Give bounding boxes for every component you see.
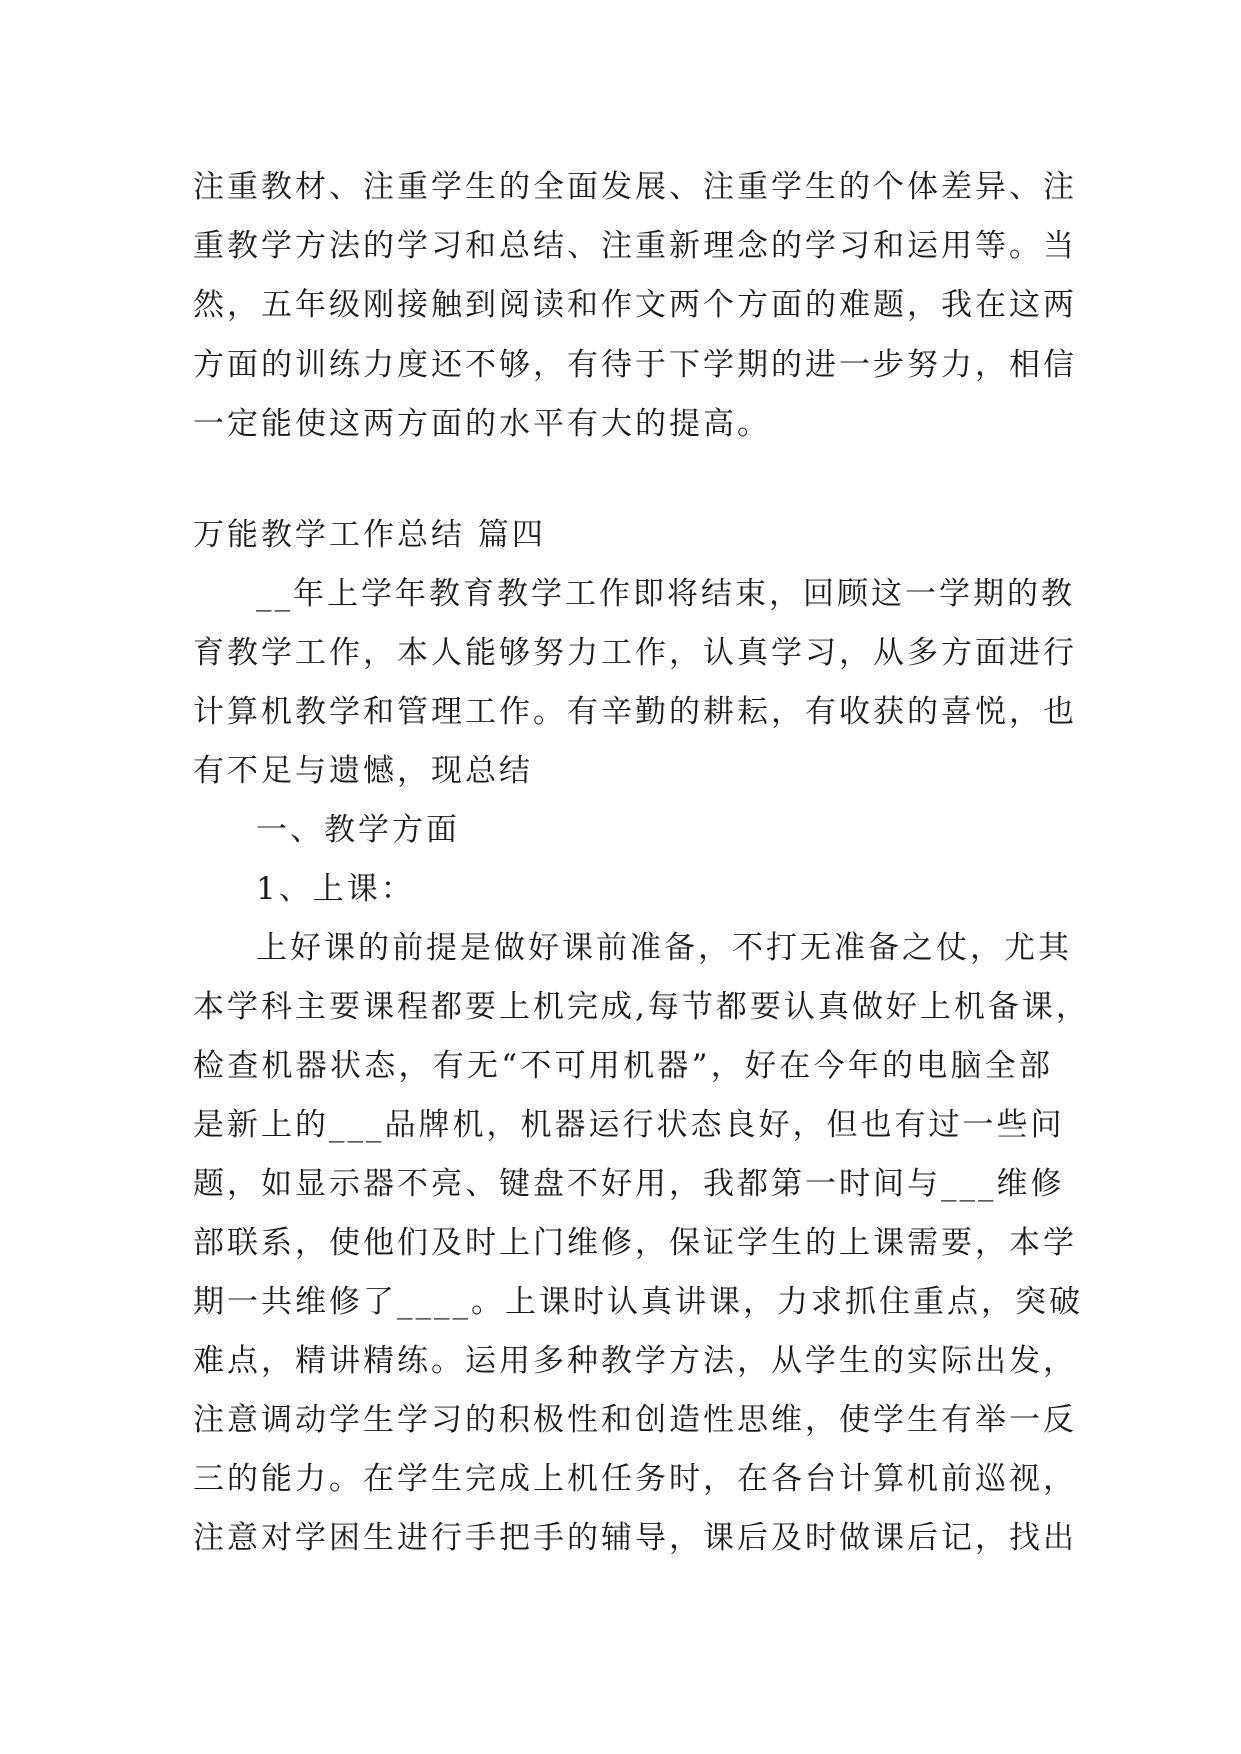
text-line: 有不足与遗憾，现总结 (193, 753, 533, 789)
text-line: __年上学年教育教学工作即将结束，回顾这一学期的教 (256, 576, 1075, 612)
text-line: 方面的训练力度还不够，有待于下学期的进一步努力，相信 (193, 347, 1077, 383)
text-line: 一定能使这两方面的水平有大的提高。 (193, 406, 771, 442)
text-line: 然，五年级刚接触到阅读和作文两个方面的难题，我在这两 (193, 287, 1077, 323)
text-line: 期一共维修了____。上课时认真讲课，力求抓住重点，突破 (193, 1284, 1083, 1320)
subheading: 1、上课： (256, 871, 415, 907)
subheading: 一、教学方面 (256, 812, 460, 848)
text-line: 检查机器状态，有无“不可用机器”，好在今年的电脑全部 (193, 1048, 1053, 1084)
text-line: 注意对学困生进行手把手的辅导，课后及时做课后记，找出 (193, 1520, 1077, 1556)
text-line: 本学科主要课程都要上机完成,每节都要认真做好上机备课， (193, 989, 1090, 1025)
text-line: 计算机教学和管理工作。有辛勤的耕耘，有收获的喜悦，也 (193, 694, 1077, 730)
text-line: 题，如显示器不亮、键盘不好用，我都第一时间与___维修 (193, 1166, 1065, 1202)
text-line: 部联系，使他们及时上门维修，保证学生的上课需要，本学 (193, 1225, 1077, 1261)
text-line: 上好课的前提是做好课前准备，不打无准备之仗，尤其 (256, 930, 1072, 966)
text-line: 难点，精讲精练。运用多种教学方法，从学生的实际出发， (193, 1343, 1077, 1379)
text-line: 重教学方法的学习和总结、注重新理念的学习和运用等。当 (193, 228, 1077, 264)
text-line: 注重教材、注重学生的全面发展、注重学生的个体差异、注 (193, 169, 1077, 205)
text-line: 注意调动学生学习的积极性和创造性思维，使学生有举一反 (193, 1402, 1077, 1438)
section-heading: 万能教学工作总结 篇四 (193, 517, 546, 553)
text-line: 育教学工作，本人能够努力工作，认真学习，从多方面进行 (193, 635, 1077, 671)
text-line: 是新上的___品牌机，机器运行状态良好，但也有过一些问 (193, 1107, 1065, 1143)
text-line: 三的能力。在学生完成上机任务时，在各台计算机前巡视， (193, 1461, 1077, 1497)
